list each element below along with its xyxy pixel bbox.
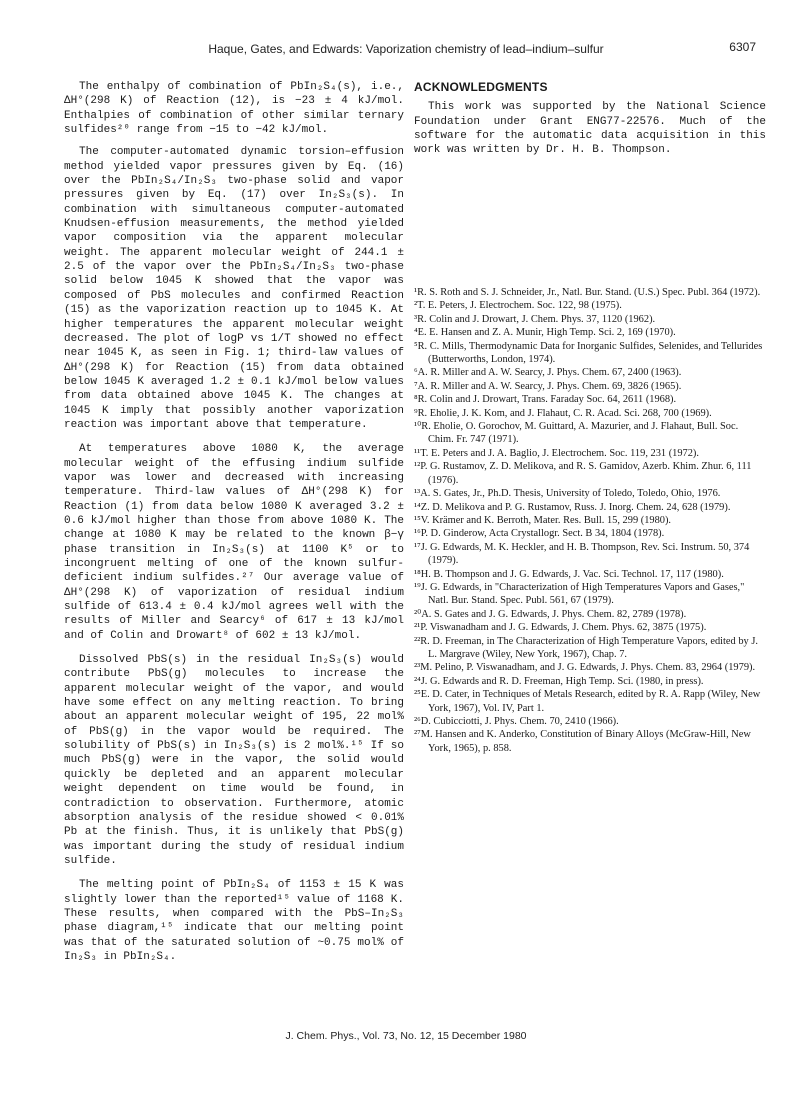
reference-item: ⁸R. Colin and J. Drowart, Trans. Faraday Soc. 64, 2611 (1968). [414, 394, 677, 406]
reference-item: ¹¹T. E. Peters and J. A. Baglio, J. Electrochem. Soc. 119, 231 (1972). [414, 447, 699, 459]
reference-item: ²T. E. Peters, J. Electrochem. Soc. 122, 98 (1975). [414, 300, 622, 312]
left-column [64, 80, 404, 974]
reference-item: ¹⁶P. D. Ginderow, Acta Crystallogr. Sect. B 34, 1804 (1978). [414, 528, 665, 540]
acknowledgments-text: This work was supported by the National Science Foundation under Grant ENG77-22576. Much of the software for the automatic data acquisition in this work was written by Dr. H. B. Thompson. [414, 101, 766, 157]
body-paragraph: The computer-automated dynamic torsion–effusion method yielded vapor pressures given by Eq. (16) over the PbIn₂S₄/In₂S₃ two-phase solid and vapor pressures given by Eq. (17) over In₂S₃(s). In combination with simultaneous computer-automated Knudsen-effusion measurements, the method yielded vapor composition via the apparent molecular weight. The apparent molecular weight of 244.1 ± 2.5 of the vapor over the PbIn₂S₄/In₂S₃ two-phase solid below 1045 K showed that the vapor was composed of PbS molecules and confirmed Reaction (15) as the vaporization reaction up to 1045 K. At higher temperatures the apparent molecular weight decreased. The plot of logP vs 1/T showed no effect near 1045 K, as seen in Fig. 1; third-law values of ΔH°(298 K) for Reaction (15) from data obtained below 1045 K averaged 1.2 ± 0.1 kJ/mol below values from data obtained above 1045 K. The changes at 1045 K imply that possibly another vaporization reaction was important above that temperature. [64, 146, 404, 431]
body-paragraph: The melting point of PbIn₂S₄ of 1153 ± 15 K was slightly lower than the reported¹⁵ value of 1168 K. These results, when compared with the PbS–In₂S₃ phase diagram,¹⁵ indicate that our melting point was that of the saturated solution of ~0.75 mol% of In₂S₃ in PbIn₂S₄. [64, 879, 404, 963]
body-paragraph: Dissolved PbS(s) in the residual In₂S₃(s) would contribute PbS(g) molecules to increase the apparent molecular weight of the vapor, and would have some effect on any melting reaction. To bring about an apparent molecular weight of 195, 22 mol% of PbS(g) in the vapor would be required. The solubility of PbS(s) in In₂S₃(s) is 2 mol%.¹⁵ If so much PbS(g) were in the vapor, the solid would quickly be depleted and an apparent molecular weight dependent on time would be found, in contradiction to observation. Furthermore, atomic absorption analysis of the residue showed < 0.01% Pb at the finish. Thus, it is unlikely that PbS(g) was important during the study of residual indium sulfide. [64, 654, 404, 867]
reference-item: ⁵R. C. Mills, Thermodynamic Data for Inorganic Sulfides, Selenides, and Tellurides (Butterworths, London, 1974). [414, 340, 763, 366]
body-paragraph: The enthalpy of combination of PbIn₂S₄(s), i.e., ΔH°(298 K) of Reaction (12), is −23 ± 4 kJ/mol. Enthalpies of combination of other similar ternary sulfides²⁰ range from −15 to −42 kJ/mol. [64, 81, 404, 137]
reference-item: ²⁴J. G. Edwards and R. D. Freeman, High Temp. Sci. (1980, in press). [414, 675, 704, 687]
reference-item: ²³M. Pelino, P. Viswanadham, and J. G. Edwards, J. Phys. Chem. 83, 2964 (1979). [414, 662, 756, 674]
reference-list [414, 286, 766, 755]
reference-item: ²²R. D. Freeman, in The Characterization of High Temperature Vapors, edited by J. L. Margrave (Wiley, New York, 1967), Chap. 7. [414, 635, 758, 660]
reference-item: ²⁵E. D. Cater, in Techniques of Metals Research, edited by R. A. Rapp (Wiley, New York, 1967), Vol. IV, Part 1. [414, 689, 761, 714]
reference-item: ⁹R. Eholie, J. K. Kom, and J. Flahaut, C. R. Acad. Sci. 268, 700 (1969). [414, 407, 712, 419]
reference-item: ¹⁸H. B. Thompson and J. G. Edwards, J. Vac. Sci. Technol. 17, 117 (1980). [414, 568, 724, 580]
acknowledgments-heading: ACKNOWLEDGMENTS [414, 80, 548, 94]
reference-item: ⁷A. R. Miller and A. W. Searcy, J. Phys. Chem. 69, 3826 (1965). [414, 380, 682, 392]
journal-footer: J. Chem. Phys., Vol. 73, No. 12, 15 December 1980 [285, 1030, 527, 1042]
reference-item: ¹⁵V. Krämer and K. Berroth, Mater. Res. Bull. 15, 299 (1980). [414, 514, 672, 526]
reference-item: ¹²P. G. Rustamov, Z. D. Melikova, and R. S. Gamidov, Azerb. Khim. Zhur. 6, 111 (1976). [414, 461, 752, 486]
running-header [0, 40, 812, 62]
reference-item: ¹⁴Z. D. Melikova and P. G. Rustamov, Russ. J. Inorg. Chem. 24, 628 (1979). [414, 501, 731, 513]
reference-item: ¹⁹J. G. Edwards, in "Characterization of High Temperatures Vapors and Gases," Natl. Bur. Stand. Spec. Publ. 561, 67 (1979). [414, 581, 745, 607]
reference-item: ¹R. S. Roth and S. J. Schneider, Jr., Natl. Bur. Stand. (U.S.) Spec. Publ. 364 (1972). [414, 287, 761, 298]
body-paragraph: At temperatures above 1080 K, the average molecular weight of the effusing indium sulfide vapor was lower and decreased with increasing temperature. Third-law values of ΔH°(298 K) for Reaction (1) from data below 1080 K averaged 3.2 ± 0.6 kJ/mol higher than those from above 1080 K. The change at 1080 K may be related to the known β−γ phase transition in In₂S₃(s) at 1100 K⁵ or to incongruent melting of one of the known sulfur-deficient indium sulfides.²⁷ Our average value of ΔH°(298 K) of vaporization of residual indium sulfide of 613.4 ± 0.4 kJ/mol agrees well with the results of Miller and Searcy⁶ of 617 ± 13 kJ/mol and of Colin and Drowart⁸ of 602 ± 13 kJ/mol. [64, 443, 404, 642]
reference-item: ²⁷M. Hansen and K. Anderko, Constitution of Binary Alloys (McGraw-Hill, New York, 1965), p. 858. [414, 729, 751, 754]
reference-item: ²¹P. Viswanadham and J. G. Edwards, J. Chem. Phys. 62, 3875 (1975). [414, 622, 707, 634]
reference-item: ²⁶D. Cubicciotti, J. Phys. Chem. 70, 2410 (1966). [414, 716, 619, 727]
reference-item: ¹⁰R. Eholie, O. Gorochov, M. Guittard, A. Mazurier, and J. Flahaut, Bull. Soc. Chim. Fr. 747 (1971). [414, 421, 739, 446]
reference-item: ¹³A. S. Gates, Jr., Ph.D. Thesis, University of Toledo, Toledo, Ohio, 1976. [414, 488, 721, 500]
reference-item: ²⁰A. S. Gates and J. G. Edwards, J. Phys. Chem. 82, 2789 (1978). [414, 608, 687, 620]
reference-item: ⁴E. E. Hansen and Z. A. Munir, High Temp. Sci. 2, 169 (1970). [414, 327, 676, 339]
acknowledgments-section [414, 80, 766, 158]
reference-item: ⁶A. R. Miller and A. W. Searcy, J. Phys. Chem. 67, 2400 (1963). [414, 367, 682, 379]
page-number: 6307 [729, 40, 756, 54]
reference-item: ¹⁷J. G. Edwards, M. K. Heckler, and H. B. Thompson, Rev. Sci. Instrum. 50, 374 (1979). [414, 541, 750, 567]
running-title: Haque, Gates, and Edwards: Vaporization chemistry of lead–indium–sulfur [208, 42, 604, 56]
reference-item: ³R. Colin and J. Drowart, J. Chem. Phys. 37, 1120 (1962). [414, 313, 656, 325]
